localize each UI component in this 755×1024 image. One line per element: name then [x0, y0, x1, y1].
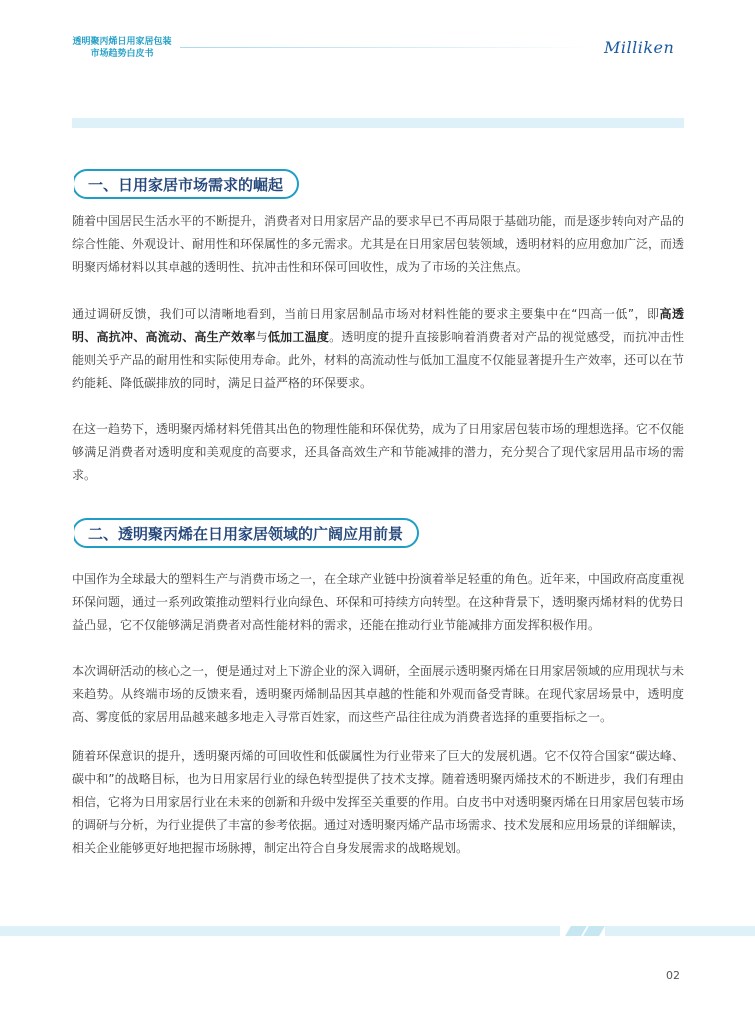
- section2-paragraph3: 随着环保意识的提升，透明聚丙烯的可回收性和低碳属性为行业带来了巨大的发展机遇。它不仅符合国家“碳达峰、碳中和”的战略目标，也为日用家居行业的绿色转型提供了技术支撑。随着透明聚丙烯技术的不断进步，我们有理由相信，它将为日用家居行业在未来的创新和升级中发挥至关重要的作用。白皮书中对透明聚丙烯在日用家居包装市场的调研与分析，为行业提供了丰富的参考依据。通过对透明聚丙烯产品市场需求、技术发展和应用场景的详细解读，相关企业能够更好地把握市场脉搏，制定出符合自身发展需求的战略规划。: [72, 749, 685, 855]
- section1-paragraph3: 在这一趋势下，透明聚丙烯材料凭借其出色的物理性能和环保优势，成为了日用家居包装市场的理想选择。它不仅能够满足消费者对透明度和美观度的高要求，还具备高效生产和节能减排的潜力，充分契合了现代家居用品市场的需求。: [72, 422, 685, 482]
- section1-p2-text-a: 通过调研反馈，我们可以清晰地看到，当前日用家居制品市场对材料性能的要求主要集中在“四高一低”，即: [72, 307, 660, 321]
- section2-paragraph1: 中国作为全球最大的塑料生产与消费市场之一，在全球产业链中扮演着举足轻重的角色。近年来，中国政府高度重视环保问题，通过一系列政策推动塑料行业向绿色、环保和可持续方向转型。在这种背景下，透明聚丙烯材料的优势日益凸显，它不仅能够满足消费者对高性能材料的需求，还能在推动行业节能减排方面发挥积极作用。: [72, 572, 685, 632]
- section1-paragraph1: 随着中国居民生活水平的不断提升，消费者对日用家居产品的要求早已不再局限于基础功能，而是逐步转向对产品的综合性能、外观设计、耐用性和环保属性的多元需求。尤其是在日用家居包装领域，透明材料的应用愈加广泛，而透明聚丙烯材料以其卓越的透明性、抗冲击性和环保可回收性，成为了市场的关注焦点。: [72, 214, 685, 274]
- section2-paragraph2: 本次调研活动的核心之一，便是通过对上下游企业的深入调研，全面展示透明聚丙烯在日用家居领域的应用现状与未来趋势。从终端市场的反馈来看，透明聚丙烯制品因其卓越的性能和外观而备受青睐。在现代家居场景中，透明度高、雾度低的家居用品越来越多地走入寻常百姓家，而这些产品往往成为消费者选择的重要指标之一。: [72, 664, 685, 724]
- page-number: 02: [666, 969, 680, 982]
- section2-heading: 二、透明聚丙烯在日用家居领域的广阔应用前景: [72, 518, 419, 548]
- top-band: [72, 118, 684, 128]
- footer-band: [0, 926, 560, 936]
- header-title-line2: 市场趋势白皮书: [90, 49, 154, 59]
- footer-slash-2: [583, 926, 605, 936]
- section1-p2-text-c: 。透明度的提升直接影响着消费者对产品的视觉感受，而抗冲击性能则关乎产品的耐用性和实际使用寿命。此外，材料的高流动性与低加工温度不仅能显著提升生产效率，还可以在节约能耗、降低碳排放的同时，满足日益严格的环保要求。: [72, 330, 685, 390]
- milliken-logo: Milliken: [604, 38, 675, 57]
- header-divider: [180, 47, 590, 48]
- section1-p2-bold1: 高透明、高抗冲、高流动、高生产效率: [72, 307, 684, 344]
- section1-heading: 一、日用家居市场需求的崛起: [72, 169, 299, 199]
- section1-p2-bold2: 低加工温度: [267, 330, 330, 344]
- section1-paragraph2: [72, 303, 684, 395]
- section1-p2-text-b: 与: [255, 330, 268, 344]
- footer-band-right: [605, 926, 755, 936]
- header-title-line1: 透明聚丙烯日用家居包装: [72, 37, 172, 47]
- header-title: [72, 36, 172, 60]
